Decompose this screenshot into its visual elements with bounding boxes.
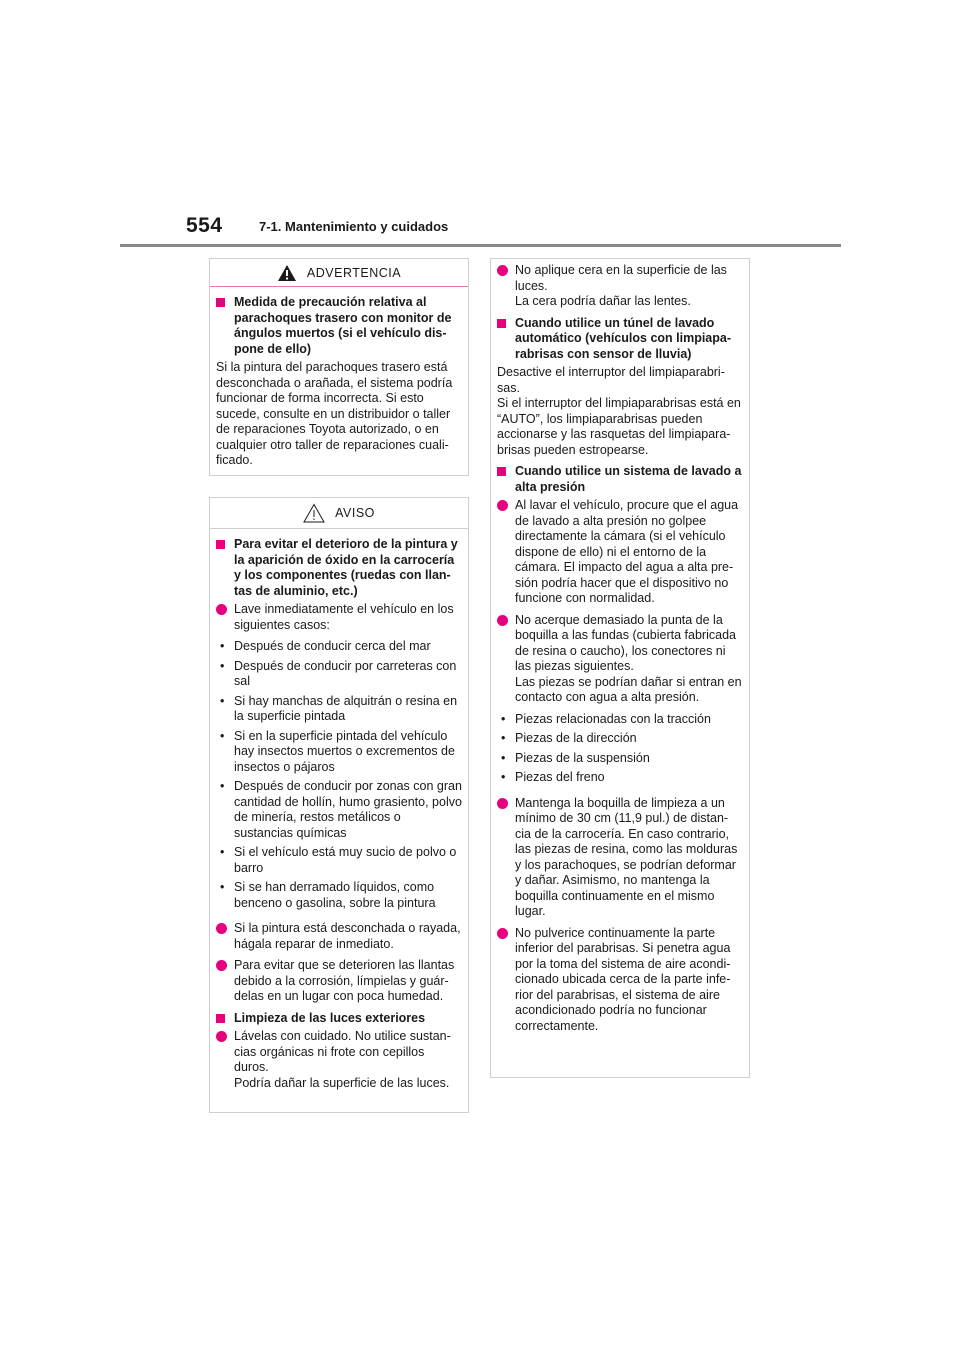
sub-list-item: • Si el vehículo está muy sucio de polvo o barro	[220, 845, 457, 875]
list-item	[497, 796, 743, 920]
heading-car-wash-text: Cuando utilice un túnel de lavado automático (vehículos con limpiapa-rabrisas con sensor de lluvia)	[515, 315, 732, 361]
list-item-text: No acerque demasiado la punta de la boquilla a las fundas (cubierta fabricada de resina o caucho), los conectores ni las piezas siguientes.	[515, 612, 736, 673]
sub-list-item-text: Si se han derramado líquidos, como benceno o gasolina, sobre la pintura	[234, 880, 436, 910]
circle-bullet-icon	[216, 960, 227, 971]
paragraph-text: Desactive el interruptor del limpiaparabri-sas.	[497, 365, 725, 395]
list-item	[497, 263, 743, 310]
sub-list-item-text: Después de conducir por zonas con gran cantidad de hollín, humo grasiento, polvo de minería, restos metálicos o sustancias químicas	[234, 779, 462, 840]
heading-car-wash	[497, 316, 743, 363]
section-title: 7-1. Mantenimiento y cuidados	[259, 219, 449, 234]
sub-list-item: • Si se han derramado líquidos, como benceno o gasolina, sobre la pintura	[220, 880, 436, 910]
caution-box	[209, 497, 469, 1113]
warning-heading	[216, 295, 462, 357]
sub-list-item-text: Piezas de la dirección	[515, 731, 637, 745]
sub-list-item-text: Después de conducir cerca del mar	[234, 639, 431, 653]
square-bullet-icon	[216, 540, 225, 549]
list-item	[497, 926, 743, 1035]
warning-heading-text: Medida de precaución relativa al parachoques trasero con monitor de ángulos muertos (si el vehículo dis-pone de ello)	[234, 295, 452, 356]
warning-box-header	[210, 259, 468, 287]
sub-list-item-text: Piezas de la suspensión	[515, 750, 650, 765]
list-item-text: No pulverice continuamente la parte inferior del parabrisas. Si penetra agua por la toma del sistema de aire acondi-cionado ubicada cerca de la parte infe-rior del parabrisas, el sistema de aire acondicionado podría no funcionar correctamente.	[515, 925, 731, 1033]
list-item-text: Lave inmediatamente el vehículo en los siguientes casos:	[234, 602, 454, 632]
page-number: 554	[186, 214, 223, 237]
sub-list-item-text: Piezas relacionadas con la tracción	[515, 711, 711, 726]
sub-list-item-text: Piezas del freno	[515, 770, 605, 784]
square-bullet-icon	[497, 319, 506, 328]
sub-list-item-text: Si hay manchas de alquitrán o resina en la superficie pintada	[234, 693, 458, 723]
list-item-text-note: Podría dañar la superficie de las luces.	[234, 1075, 450, 1090]
caution-heading-paint	[216, 537, 462, 599]
list-item	[216, 958, 462, 1005]
caution-continued-body	[491, 259, 749, 1050]
sub-list-item: • Si en la superficie pintada del vehículo hay insectos muertos o excrementos de insectos o pájaros	[220, 728, 455, 774]
circle-bullet-icon	[216, 604, 227, 615]
warning-box	[209, 258, 469, 476]
list-item-text: Al lavar el vehículo, procure que el agua de lavado a alta presión no golpee directamente la cámara (si el vehículo dispone de ello) ni el entorno de la cámara. El impacto del agua a alta pre-sión podría hacer que el dispositivo no funcione con normalidad.	[515, 498, 739, 605]
paragraph-text-continued: Si el interruptor del limpiaparabrisas está en “AUTO”, los limpiaparabrisas pueden accionarse y las rasquetas del limpiapara-brisas pueden estropearse.	[497, 396, 741, 457]
warning-title: ADVERTENCIA	[306, 265, 402, 280]
circle-bullet-icon	[497, 500, 508, 511]
paragraph	[497, 365, 743, 458]
circle-bullet-icon	[497, 615, 508, 626]
heading-high-pressure-text: Cuando utilice un sistema de lavado a alta presión	[515, 464, 742, 494]
caution-heading-lights	[216, 1011, 462, 1027]
sub-list-item: • Después de conducir por zonas con gran cantidad de hollín, humo grasiento, polvo de minería, restos metálicos o sustancias químicas	[220, 779, 462, 840]
sub-list-item: • Piezas de la dirección	[501, 731, 637, 745]
caution-title: AVISO	[335, 506, 375, 520]
caution-box-continued	[490, 258, 750, 1078]
list-item	[216, 921, 462, 952]
list-item	[216, 1029, 462, 1091]
sub-list-item: • Piezas de la suspensión	[501, 750, 650, 765]
caution-triangle-icon	[303, 503, 325, 523]
sub-list-item-text: Si en la superficie pintada del vehículo hay insectos muertos o excrementos de insectos o pájaros	[234, 728, 455, 774]
circle-bullet-icon	[497, 928, 508, 939]
circle-bullet-icon	[216, 1031, 227, 1042]
list-item	[216, 602, 462, 633]
square-bullet-icon	[497, 467, 506, 476]
list-item	[497, 498, 743, 607]
heading-high-pressure	[497, 464, 743, 495]
caution-heading-lights-text: Limpieza de las luces exteriores	[234, 1010, 426, 1025]
caution-body	[210, 529, 468, 1107]
sub-list-item-text: Después de conducir por carreteras con sal	[234, 658, 457, 688]
list-item	[497, 613, 743, 706]
caution-box-header	[210, 498, 468, 529]
list-item-text: No aplique cera en la superficie de las luces.	[515, 263, 727, 293]
list-item-text: Si la pintura está desconchada o rayada, hágala reparar de inmediato.	[234, 921, 461, 951]
sub-list-item: • Después de conducir cerca del mar	[220, 639, 431, 653]
circle-bullet-icon	[497, 265, 508, 276]
list-item-text: Para evitar que se deterioren las llantas debido a la corrosión, límpielas y guár-delas en un lugar con poca humedad.	[234, 958, 455, 1003]
warning-body	[210, 287, 468, 485]
warning-text: Si la pintura del parachoques trasero está desconchada o arañada, el sistema podría funcionar de forma incorrecta. Si esto sucede, consulte en un distribuidor o taller de reparaciones Toyota autorizado, o en cualquier otro taller de reparaciones cuali-ficado.	[216, 360, 453, 467]
circle-bullet-icon	[497, 798, 508, 809]
sub-list-item: • Piezas del freno	[501, 770, 605, 784]
list-item-text-note: La cera podría dañar las lentes.	[515, 294, 691, 308]
square-bullet-icon	[216, 298, 225, 307]
header-rule	[120, 244, 841, 247]
warning-triangle-icon	[277, 264, 297, 282]
sub-list-item: • Si hay manchas de alquitrán o resina en la superficie pintada	[220, 693, 458, 723]
list-item-text: Mantenga la boquilla de limpieza a un mínimo de 30 cm (11,9 pul.) de distan-cia de la carrocería. En caso contrario, las piezas de resina, como las molduras y los parachoques, se podrían deformar y dañar. Asimismo, no mantenga la boquilla continuamente en el mismo lugar.	[515, 795, 738, 918]
sub-list-item: • Después de conducir por carreteras con sal	[220, 658, 457, 688]
list-item-text-note: Las piezas se podrían dañar si entran en contacto con agua a alta presión.	[515, 674, 742, 704]
square-bullet-icon	[216, 1014, 225, 1023]
sub-list-item: • Piezas relacionadas con la tracción	[501, 711, 711, 726]
sub-list-item-text: Si el vehículo está muy sucio de polvo o barro	[234, 845, 457, 875]
caution-heading-paint-text: Para evitar el deterioro de la pintura y la aparición de óxido en la carrocería y los componentes (ruedas con llan-tas de aluminio, etc.)	[234, 537, 458, 598]
circle-bullet-icon	[216, 923, 227, 934]
list-item-text: Lávelas con cuidado. No utilice sustan-cias orgánicas ni frote con cepillos duros.	[234, 1029, 451, 1074]
